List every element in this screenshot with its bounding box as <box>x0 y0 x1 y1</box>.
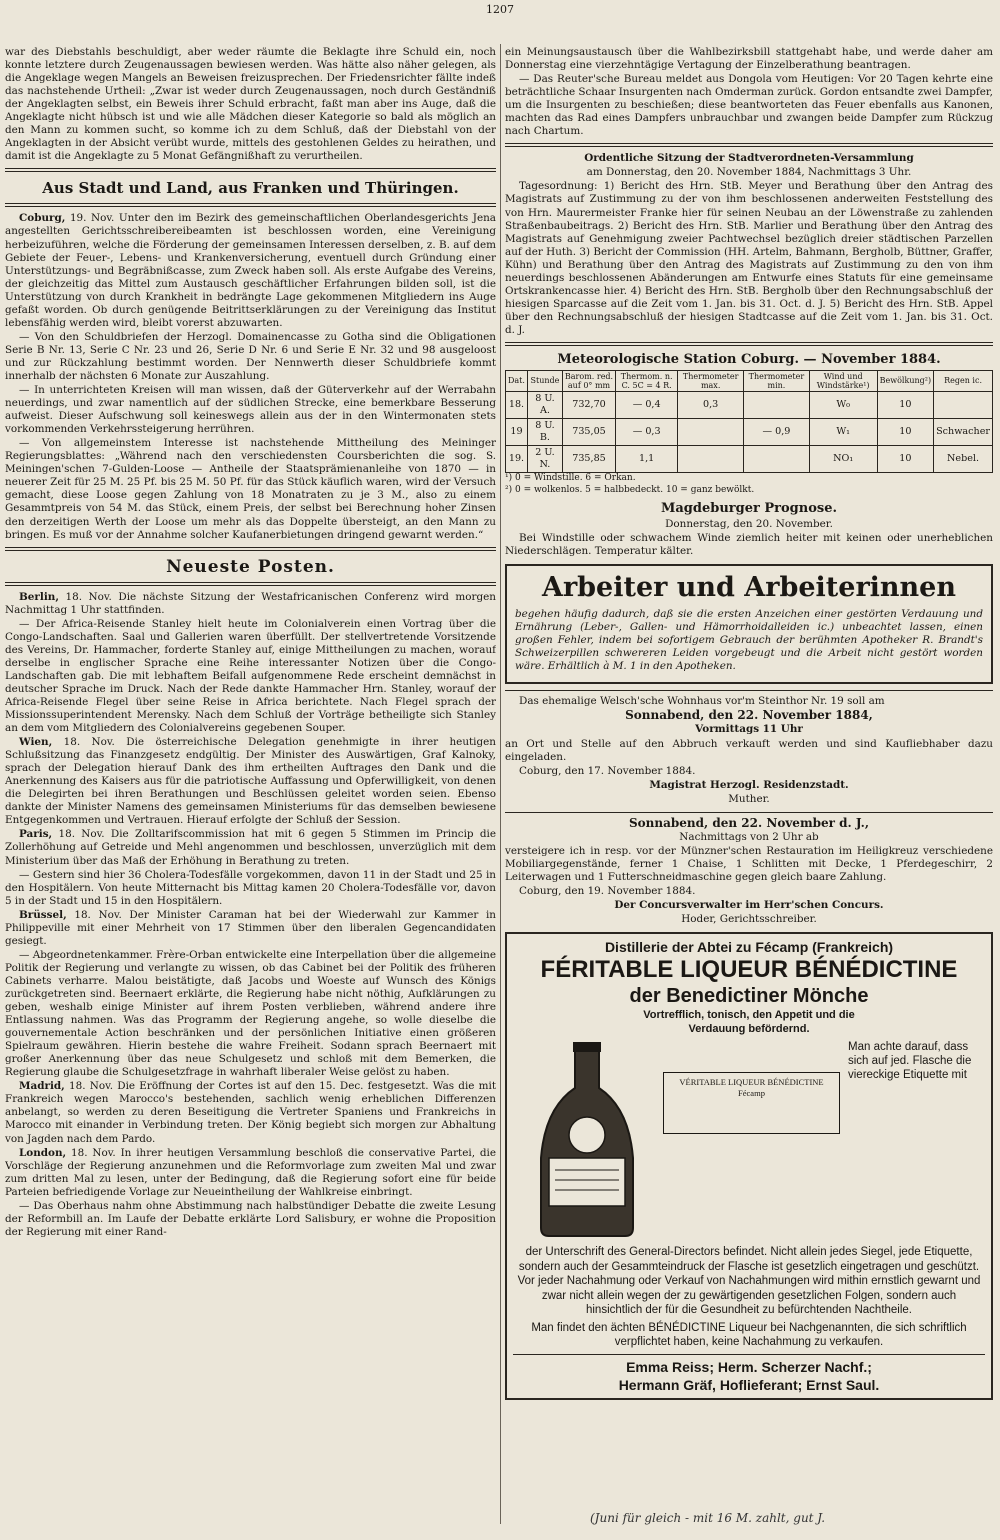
ad-text: Das ehemalige Welsch'sche Wohnhaus vor'm Steinthor Nr. 19 soll am <box>519 695 885 708</box>
weather-station-title: Meteorologische Station Coburg. — November 1884. <box>557 351 941 367</box>
news-item <box>5 736 496 827</box>
header-cell: Dat. <box>506 370 528 391</box>
table-cell: — 0,9 <box>744 418 810 445</box>
dateline: Coburg, <box>19 212 66 225</box>
section-divider <box>5 203 496 207</box>
news-item <box>5 1147 496 1199</box>
forecast-date: Donnerstag, den 20. November. <box>665 517 833 530</box>
table-row <box>506 391 993 418</box>
table-cell: 8 U. B. <box>527 418 562 445</box>
news-item <box>5 591 496 617</box>
ad-sellers <box>513 1354 985 1394</box>
ad-text: begehen häufig dadurch, daß sie die ersten Anzeichen einer gestörten Verdauung und Ernährung (Leber-, Gallen- und Hämorrhoidalleiden ic.) unbeachtet lassen, einen großen Fehler, indem bei sofortigem Gebrauch der berühmten Apotheker R. Brandt's Schweizerpillen schwereren Leiden vorgebeugt und die Arbeit nicht gestört worden wäre. Erhältlich à M. 1 in den Apotheken. <box>515 608 983 673</box>
weather-footnote: ²) 0 = wolkenlos. 5 = halbbedeckt. 10 = ganz bewölkt. <box>505 484 755 495</box>
news-text: — Von allgemeinstem Interesse ist nachstehende Mittheilung des Meininger Regierungsblattes: „Während nach den verschiedensten Coursberichten die sog. S. Meiningen'schen 7-Gulden-Loose — Antheile der Staatsprämienanleihe von 1870 — in neuerer Zeit für 25 M. 25 Pf. bis 25 M. 50 Pf. für das Stück käuflich waren, wird der Versuch gemacht, diese Loose gegen Zahlung von 18 Monatraten zu je 3 M., also zu einem Gesammtpreis von 54 M. das Stück, einem Preis, der selbst bei Berechnung hoher Zinsen den derzeitigen Werth der Loose um mehr als das Doppelte übersteigt, an den Mann zu bringen. Es muß vor der Annahme solcher Kaufanerbietungen dringend gewarnt werden.“ <box>5 437 496 541</box>
news-text: — Abgeordnetenkammer. Frère-Orban entwickelte eine Interpellation über die allgemeine Politik der Regierung und verlangte zu wissen, ob das Cabinet bei der Politik des früheren Cabinets verharre. Malou beistätigte, daß Jacobs und Woeste auf Wunsch des Königs zurückgetreten sind. Beernaert erklärte, die Regierung habe nicht nöthig, Aufklärungen zu geben, weshalb einige Minister auf ihrem Posten verblieben, während andere ihre Entlassung nahmen. Was das Programm der Regierung angehe, so wolle dieselbe die gouvernementale Action beschränken und der persönlichen Initiative einen größeren Spielraum gewähren. Hierin bestehe die wahre Freiheit. Sodann sprach Beernaert mit großer Anerkennung über das neue Schulgesetz und schloß mit dem Bemerken, die Regierung glaube die Schulgesetzfrage in wahrhaft liberaler Weise gelöst zu haben. <box>5 948 496 1079</box>
table-cell: 10 <box>877 445 933 472</box>
table-cell: 8 U. A. <box>527 391 562 418</box>
table-cell: — 0,3 <box>616 418 678 445</box>
seller-line: Hermann Gräf, Hoflieferant; Ernst Saul. <box>618 1376 880 1393</box>
ad-brand: FÉRITABLE LIQUEUR BÉNÉDICTINE <box>540 956 958 984</box>
table-cell: NO₁ <box>809 445 877 472</box>
news-item <box>5 331 496 383</box>
ad-time: Vormittags 11 Uhr <box>695 723 803 736</box>
table-cell: 735,05 <box>562 418 615 445</box>
table-cell: 10 <box>877 418 933 445</box>
table-cell <box>744 445 810 472</box>
label-illustration <box>663 1072 840 1134</box>
section-divider <box>5 582 496 586</box>
news-item <box>5 1080 496 1145</box>
news-item <box>5 1200 496 1239</box>
news-item: — Das Reuter'sche Bureau meldet aus Dongola vom Heutigen: Vor 20 Tagen kehrte eine beträchtliche Schaar Insurgenten nach Omderman zurück. Gordon entsandte zwei Dampfer, um die Insurgenten zu beschießen; diese beantworteten das Feuer ebenfalls aus Kanonen, machten das Rad eines Dampfers unbrauchbar und zwangen beide Dampfer zum Rückzug nach Chartum. <box>505 73 993 138</box>
section-divider <box>5 547 496 551</box>
header-cell: Regen ic. <box>934 370 993 391</box>
table-cell: 19 <box>506 418 528 445</box>
table-row <box>506 445 993 472</box>
section-divider <box>505 143 993 147</box>
dateline: Brüssel, <box>19 908 67 921</box>
advertisement-pills <box>505 564 993 684</box>
weather-footnote: ¹) 0 = Windstille. 6 = Orkan. <box>505 472 636 483</box>
news-item <box>5 909 496 948</box>
table-cell: 10 <box>877 391 933 418</box>
table-cell: 19. <box>506 445 528 472</box>
table-cell: 735,85 <box>562 445 615 472</box>
ad-description: Vortrefflich, tonisch, den Appetit und die <box>643 1009 855 1022</box>
bottle-illustration <box>517 1040 657 1240</box>
table-cell: 18. <box>506 391 528 418</box>
meeting-title: Ordentliche Sitzung der Stadtverordneten-Versammlung <box>584 152 914 165</box>
table-row <box>506 418 993 445</box>
ad-headline: Arbeiter und Arbeiterinnen <box>542 572 956 604</box>
news-item <box>5 828 496 867</box>
left-column <box>5 46 496 1526</box>
ad-place-date: Coburg, den 17. November 1884. <box>519 764 696 777</box>
ad-illustration-area <box>513 1040 985 1245</box>
ad-description: Verdauung befördernd. <box>688 1023 810 1036</box>
table-cell <box>678 418 744 445</box>
news-text: 18. Nov. Die nächste Sitzung der Westafricanischen Conferenz wird morgen Nachmittag 1 Uhr stattfinden. <box>5 590 496 616</box>
news-item <box>5 618 496 735</box>
forecast-title: Magdeburger Prognose. <box>660 500 837 516</box>
section-title-local-news: Aus Stadt und Land, aus Franken und Thüringen. <box>42 179 459 198</box>
ad-time: Nachmittags von 2 Uhr ab <box>679 830 819 843</box>
forecast-text: Bei Windstille oder schwachem Winde ziemlich heiter mit keinen oder unerheblichen Niederschlägen. Temperatur kälter. <box>505 532 993 558</box>
table-cell <box>744 391 810 418</box>
right-column <box>505 46 993 1526</box>
news-item <box>5 384 496 436</box>
weather-table <box>505 370 993 473</box>
meeting-agenda: Tagesordnung: 1) Bericht des Hrn. StB. Meyer und Berathung über den Antrag des Magistrats auf Zustimmung zu der von ihm beschlossenen anderweiten Feststellung des von Hrn. Maurermeister Franke hier für seinen Neubau an der Löwenstraße zu zahlenden Straßenbaubeitrags. 2) Bericht des Hrn. StB. Marlier und Berathung über den Antrag des Magistrats auf Genehmigung zweier Pachtwechsel bezüglich dreier städtischen Parzellen auf der Huth. 3) Bericht der Commission (HH. Artelm, Bahmann, Bergholb, Büttner, Graffer, Kühn) und Berathung über den Antrag des Magistrats auf Zustimmung zu den von ihm neuerdings beschlossenen Abänderungen am Entwurfe eines Statuts für eine gemeinsame Ortskrankencasse hier. 4) Bericht des Hrn. StB. Bergholb über den Rechnungsabschluß der hiesigen Sparcasse auf die Zeit vom 1. Jan. bis 31. Oct. d. J. 5) Bericht des Hrn. StB. Appel über den Rechnungsabschluß der hiesigen Stadtcasse auf die Zeit vom 1. Jan. bis 31. Oct. d. J. <box>505 180 993 336</box>
news-text: 18. Nov. Die Zolltarifscommission hat mit 6 gegen 5 Stimmen im Princip die Zollerhöhung auf Getreide und Mehl angenommen und beschlossen, unverzüglich mit dem Ministerium über das Maß der Erhöhung in Berathung zu treten. <box>5 828 496 867</box>
label-text: Fécamp <box>738 1088 765 1099</box>
ad-side-text: Man achte darauf, dass sich auf jed. Flasche die viereckige Etiquette mit <box>848 1041 972 1082</box>
news-text: — In unterrichteten Kreisen will man wissen, daß der Güterverkehr auf der Werrabahn neuerdings, und zwar namentlich auf der südlichen Strecke, eine bemerkbare Besserung aufweist. Dieser Aufschwung soll keineswegs allein aus der in den Wintermonaten stets vorkommenden Verkehrssteigerung herrühren. <box>5 384 496 436</box>
table-cell: 1,1 <box>616 445 678 472</box>
column-rule <box>500 44 501 1524</box>
news-text: — Gestern sind hier 36 Cholera-Todesfälle vorgekommen, davon 11 in der Stadt und 25 in den Hospitälern. Von heute Mitternacht bis Mittag kamen 20 Cholera-Todesfälle vor, davon 5 in der Stadt und 15 in den Hospitälern. <box>5 868 496 907</box>
ad-text: versteigere ich in resp. vor der Münzner'schen Restauration im Heiligkreuz verschiedene Mobiliargegenstände, ferner 1 Chaise, 1 Schlitten mit Decke, 1 Pferdegeschirr, 2 Leiterwagen und 1 Futterschneidmaschine gegen gleich baare Zahlung. <box>505 844 993 883</box>
table-cell: W₁ <box>809 418 877 445</box>
ad-name: Hoder, Gerichtsschreiber. <box>681 913 817 926</box>
table-cell <box>934 391 993 418</box>
header-cell: Stunde <box>527 370 562 391</box>
header-cell: Thermometer min. <box>744 370 810 391</box>
dateline: Wien, <box>19 736 53 749</box>
news-text: — Der Africa-Reisende Stanley hielt heute im Colonialverein einen Vortrag über die Congo-Landschaften. Saal und Gallerien waren überfüllt. Der stellvertretende Vorsitzende des Vereins, Dr. Hammacher, forderte Stanley auf, einige Mittheilungen zu machen, worauf derselbe in englischer Sprache eine Reihe interessanter Notizen über die Congo-Landschaften gab. Die mit lebhaftem Beifall aufgenommene Rede erscheint demnächst in deutscher Sprache im Druck. Nach der Rede dankte Hammacher Hrn. Stanley, worauf der Africa-Reisende Flegel über seine Reise in Africa berichtete. Nach Flegel sprach der Missionssuperintendent Merensky. Nach dem Schluß der Vorträge betheiligte sich Stanley an dem vom Mitgliedern des Colonialvereins gegebenen Souper. <box>5 617 496 735</box>
news-text: 18. Nov. Die Eröffnung der Cortes ist auf den 15. Dec. festgesetzt. Was die mit Frankreich wegen Marocco's bestehenden, sachlich wenig erheblichen Differenzen anbelangt, so werden zu deren Beseitigung die Vertreter Spaniens und Frankreichs in Marocco mit einander in Verbindung treten. Der König begiebt sich morgen zur Abhaltung von Jagden nach dem Pardo. <box>5 1080 496 1145</box>
dateline: London, <box>19 1146 67 1159</box>
intro-paragraph: war des Diebstahls beschuldigt, aber weder räumte die Beklagte ihre Schuld ein, noch konnte letztere durch Zeugenaussagen bewiesen werden. Was hätte also näher gelegen, als die Angeklage wegen Mangels an Beweisen freizusprechen. Der Friedensrichter fällte indeß das nachstehende Urtheil: „Zwar ist weder durch Zeugenaussagen, noch durch Geständniß der Angeklagten selbst, ein Beweis ihrer Schuld erbracht, faßt man aber ins Auge, daß die Angeklagte nicht hübsch ist und wie alle Mädchen dieser Kategorie so bald als möglich an den Mann zu kommen sucht, so komme ich zu dem Schluß, daß der Diebstahl von der Angeklagten in der Absicht verübt wurde, mittels des gestohlenen Geldes zu heirathen, und damit ist die Angeklagte zu 5 Monat Gefängnißhaft zu verurtheilen. <box>5 46 496 163</box>
ad-signature: Magistrat Herzogl. Residenzstadt. <box>649 778 849 791</box>
section-divider <box>505 342 993 346</box>
header-cell: Thermom. n. C. 5C = 4 R. <box>616 370 678 391</box>
header-cell: Bewölkung²) <box>877 370 933 391</box>
page-number: 1207 <box>486 3 514 16</box>
dateline: Paris, <box>19 828 53 841</box>
news-text: 18. Nov. Der Minister Caraman hat bei der Wiederwahl zur Kammer in Philippeville mit einer Mehrheit von 17 Stimmen über den liberalen Gegencandidaten gesiegt. <box>5 908 496 947</box>
table-cell: W₀ <box>809 391 877 418</box>
ad-date: Sonnabend, den 22. November 1884, <box>625 708 873 723</box>
section-title-latest-posts: Neueste Posten. <box>166 556 335 577</box>
table-cell: Nebel. <box>934 445 993 472</box>
ad-distillery: Distillerie der Abtei zu Fécamp (Frankreich) <box>604 939 894 956</box>
news-item <box>5 949 496 1079</box>
news-text: 18. Nov. In ihrer heutigen Versammlung beschloß die conservative Partei, die Vorschläge der Regierung anzunehmen und die Reformvorlage zum zweiten Mal und zwar zum dritten Mal zu lesen, unter der Bedingung, daß die Regierung sofort eine für beide Parteien befriedigende Vorlage zur Neueintheilung der Wahlkreise einbringt. <box>5 1146 496 1198</box>
advertisement-benedictine <box>505 932 993 1400</box>
ad-place-date: Coburg, den 19. November 1884. <box>519 884 696 897</box>
news-item <box>5 869 496 908</box>
ad-text: an Ort und Stelle auf den Abbruch verkauft werden und sind Kaufliebhaber dazu eingeladen. <box>505 737 993 763</box>
table-cell: 732,70 <box>562 391 615 418</box>
table-cell <box>678 445 744 472</box>
table-cell: Schwacher <box>934 418 993 445</box>
advertisement-auction <box>505 812 993 926</box>
ad-subbrand: der Benedictiner Mönche <box>629 985 869 1008</box>
news-text: 19. Nov. Unter den im Bezirk des gemeinschaftlichen Oberlandesgerichts Jena angestellten Gerichtsschreibereibeamten ist beschlossen worden, eine Vereinigung herbeizuführen, welche die Förderung der gemeinsamen Interessen derselben, z. B. auf dem Gebiete der Feuer-, Lebens- und Krankenversicherung, eventuell durch Gründung einer Unterstützungs- und Begräbnißcasse, zum Zweck haben soll. Als erste Aufgabe des Vereins, der gleichzeitig das Mittel zum Austausch geschäftlicher Erfahrungen bilden soll, ist die Unterstützung von durch Krankheit in bedrängte Lage gekommenen Mitgliedern ins Auge gefaßt worden. Ob durch genügende Beitrittserklärungen zu der Vereinigung das Institut lebensfähig werden wird, bleibt vorerst abzuwarten. <box>5 212 496 329</box>
table-cell: 2 U. N. <box>527 445 562 472</box>
dateline: Berlin, <box>19 590 59 603</box>
handwritten-note: (Juni für gleich - mit 16 M. zahlt, gut J. <box>590 1511 826 1525</box>
header-cell: Wind und Windstärke¹) <box>809 370 877 391</box>
dateline: Madrid, <box>19 1080 65 1093</box>
table-cell: 0,3 <box>678 391 744 418</box>
news-text: 18. Nov. Die österreichische Delegation genehmigte in ihrer heutigen Schlußsitzung das Finanzgesetz endgültig. Der Minister des Auswärtigen, Graf Kalnoky, sprach der Delegation hierauf Dank des ihm ertheilten Auftrages den Dank und die Anerkennung des Kaisers aus für die patriotische Auffassung und Opferwilligkeit, von denen die Delegirten bei ihren Berathungen und Beschlüssen geleitet worden seien. Ebenso dankte der Minister Namens des gemeinsamen Ministeriums für das demselben bewiesene Entgegenkommen und Vertrauen. Hierauf erfolgte der Schluß der Session. <box>5 736 496 827</box>
ad-body: der Unterschrift des General-Directors befindet. Nicht allein jedes Siegel, jede Etiquette, sondern auch der Gesammteindruck der Flasche ist gesetzlich eingetragen und geschützt. Vor jeder Nachahmung oder Verkauf von Nachahmungen wird mithin ernstlich gewarnt und zwar nicht allein wegen der zu gewärtigenden gesetzlichen Folgen, sondern auch hinsichtlich der für die Gesundheit zu befürchtenden Nachtheile. <box>517 1246 981 1317</box>
meeting-date: am Donnerstag, den 20. November 1884, Nachmittags 3 Uhr. <box>586 166 912 179</box>
news-item <box>5 212 496 329</box>
ad-signature: Der Concursverwalter im Herr'schen Concurs. <box>614 899 884 912</box>
weather-table-header <box>506 370 993 391</box>
table-cell: — 0,4 <box>616 391 678 418</box>
ad-name: Muther. <box>728 792 770 805</box>
news-text: — Das Oberhaus nahm ohne Abstimmung nach halbstündiger Debatte die zweite Lesung der Reformbill an. Im Laufe der Debatte erklärte Lord Salisbury, er wohne die Proposition der Regierung mit einer Rand- <box>5 1199 496 1238</box>
advertisement-house-sale <box>505 690 993 805</box>
section-divider <box>5 168 496 172</box>
label-text: VÉRITABLE LIQUEUR BÉNÉDICTINE <box>679 1077 824 1088</box>
news-continuation: ein Meinungsaustausch über die Wahlbezirksbill stattgehabt habe, und werde daher am Donnerstag eine vierzehntägige Vertagung der Einzelberathung beantragen. <box>505 46 993 72</box>
seller-line: Emma Reiss; Herm. Scherzer Nachf.; <box>626 1358 872 1375</box>
header-cell: Barom. red. auf 0° mm <box>562 370 615 391</box>
ad-date: Sonnabend, den 22. November d. J., <box>628 815 870 830</box>
news-text: — Von den Schuldbriefen der Herzogl. Domainencasse zu Gotha sind die Obligationen Serie B Nr. 13, Serie C Nr. 23 und 26, Serie D Nr. 6 und Serie E Nr. 32 und 98 ausgeloost und zur Rückzahlung bestimmt worden. Der Nennwerth dieser Schuldbriefe kommt innerhalb der nächsten 6 Monate zur Auszahlung. <box>5 330 496 382</box>
ad-genuine: Man findet den ächten BÉNÉDICTINE Liqueur bei Nachgenannten, die sich schriftlich verpflichtet haben, keine Nachahmung zu verkaufen. <box>531 1321 967 1349</box>
news-item <box>5 437 496 541</box>
header-cell: Thermometer max. <box>678 370 744 391</box>
